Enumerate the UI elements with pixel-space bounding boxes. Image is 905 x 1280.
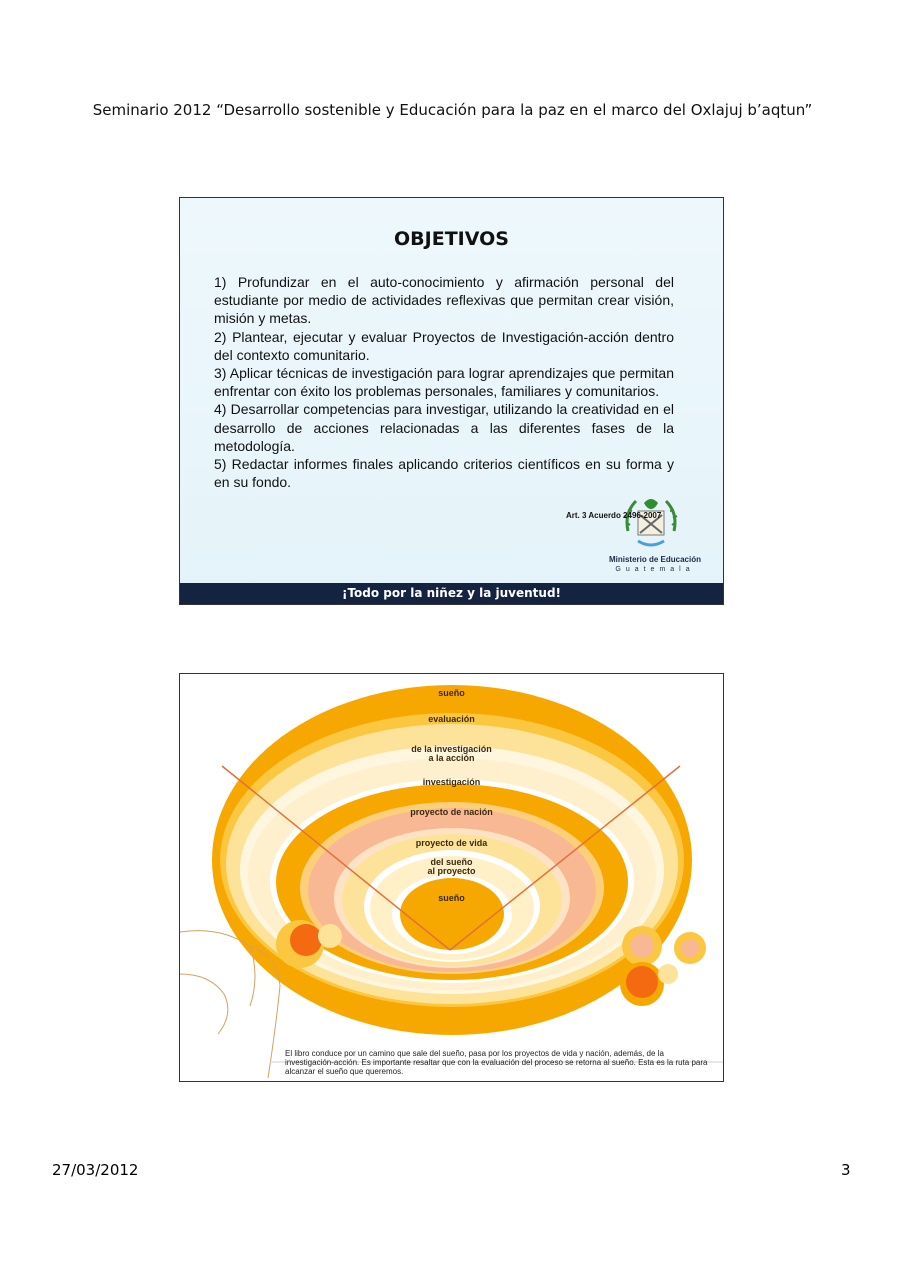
ministry-country: Guatemala bbox=[615, 566, 695, 573]
ring-label: proyecto de nación bbox=[410, 807, 493, 817]
ministry-name: Ministerio de Educación bbox=[608, 555, 701, 564]
ring-label: de la investigación a la acción bbox=[411, 744, 492, 763]
objective-item: 2) Plantear, ejecutar y evaluar Proyectos de Investigación-acción dentro del contexto comunitario. bbox=[214, 328, 674, 363]
decor-dot bbox=[626, 966, 658, 998]
rings-diagram-slide bbox=[179, 673, 724, 1082]
slogan-bar: ¡Todo por la niñez y la juventud! bbox=[180, 583, 723, 604]
decor-dot bbox=[318, 924, 342, 948]
rings-diagram bbox=[180, 674, 723, 1081]
ring-label: sueño bbox=[438, 688, 465, 698]
ring-label: sueño bbox=[438, 893, 465, 903]
ring-label: investigación bbox=[422, 777, 481, 787]
slide-title: OBJETIVOS bbox=[394, 228, 509, 250]
decor-dot bbox=[658, 964, 678, 984]
legal-reference: Art. 3 Acuerdo 2496-2007 bbox=[566, 511, 662, 520]
ring-label: proyecto de vida bbox=[415, 838, 488, 848]
page-header: Seminario 2012 “Desarrollo sostenible y Educación para la paz en el marco del Oxlajuj b’aqtun” bbox=[92, 101, 813, 119]
page-number: 3 bbox=[841, 1161, 851, 1179]
guatemala-coat-of-arms-icon bbox=[620, 491, 682, 557]
diagram-caption: El libro conduce por un camino que sale del sueño, pasa por los proyectos de vida y nación, además, de la investigación-acción. Es importante resaltar que con la evaluación del proceso se retorna al sueño. Esta es la ruta para alcanzar el sueño que queremos. bbox=[285, 1049, 708, 1076]
decor-dot bbox=[630, 934, 654, 958]
footer-date: 27/03/2012 bbox=[52, 1161, 139, 1179]
decor-dot bbox=[681, 939, 699, 957]
ring-label: del sueño al proyecto bbox=[427, 857, 476, 876]
objective-item: 5) Redactar informes finales aplicando criterios científicos en su forma y en su fondo. bbox=[214, 456, 674, 491]
objectives-list bbox=[214, 273, 674, 491]
ring-label: evaluación bbox=[428, 714, 475, 724]
objective-item: 4) Desarrollar competencias para investigar, utilizando la creatividad en el desarrollo de acciones relacionadas a las diferentes fases de la metodología. bbox=[214, 401, 674, 454]
decor-dot bbox=[290, 924, 322, 956]
objective-item: 1) Profundizar en el auto-conocimiento y afirmación personal del estudiante por medio de actividades reflexivas que permitan crear visión, misión y metas. bbox=[214, 274, 674, 327]
objectives-slide bbox=[179, 197, 724, 605]
ring-sueno-inner bbox=[400, 878, 504, 950]
objective-item: 3) Aplicar técnicas de investigación para lograr aprendizajes que permitan enfrentar con éxito los problemas personales, familiares y comunitarios. bbox=[214, 365, 674, 400]
